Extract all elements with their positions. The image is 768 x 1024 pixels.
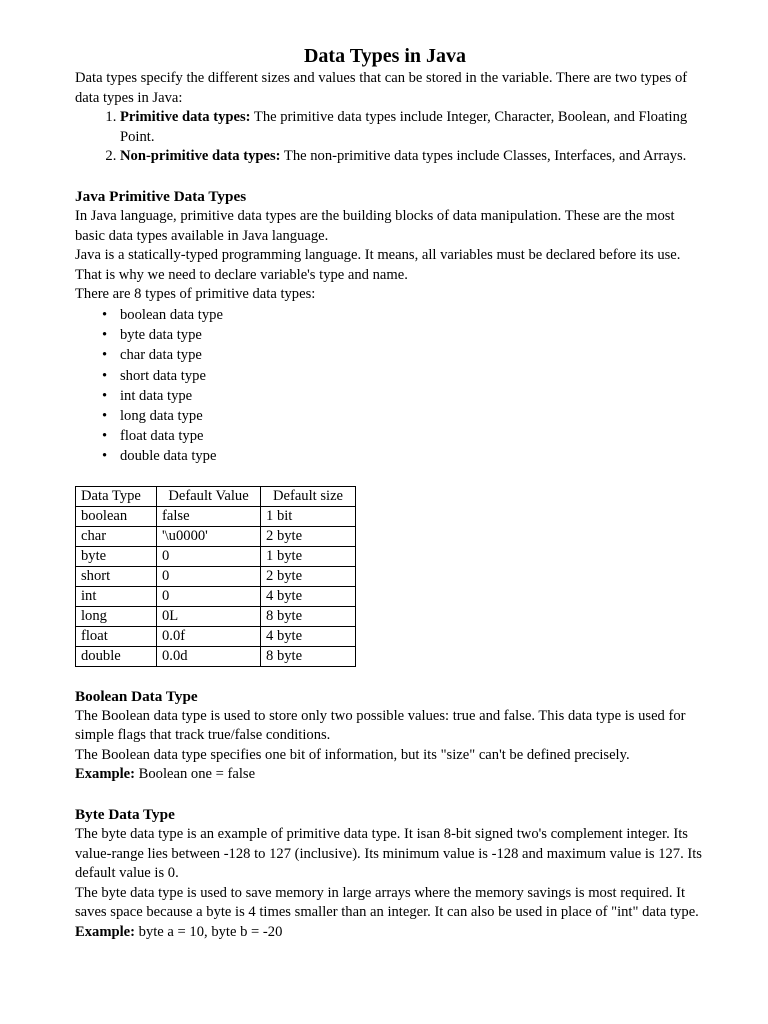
list-item-label: Primitive data types: [120, 109, 251, 126]
table-cell: float [76, 626, 157, 646]
table-cell: 1 byte [261, 546, 356, 566]
section-heading-primitive: Java Primitive Data Types [75, 187, 247, 205]
table-cell: 0 [157, 586, 261, 606]
table-header-cell: Data Type [76, 486, 157, 506]
section-heading-boolean: Boolean Data Type [75, 687, 198, 705]
table-row [76, 566, 356, 586]
primitive-types-list [75, 305, 705, 467]
bullet-icon: • [102, 407, 108, 424]
byte-example [75, 923, 705, 943]
list-item-text: boolean data type [120, 306, 223, 323]
table-cell: 8 byte [261, 606, 356, 626]
example-code: byte a = 10, byte b = -20 [135, 923, 283, 940]
table-header-cell: Default Value [157, 486, 261, 506]
list-item [102, 345, 705, 365]
list-item-text: The non-primitive data types include Classes, Interfaces, and Arrays. [280, 148, 687, 165]
document-content [75, 44, 705, 943]
table-cell: 0 [157, 546, 261, 566]
table-row [76, 586, 356, 606]
table-cell: short [76, 566, 157, 586]
list-item [120, 147, 705, 167]
table-cell: int [76, 586, 157, 606]
bullet-icon: • [102, 347, 108, 364]
bullet-icon: • [102, 428, 108, 445]
table-row [76, 526, 356, 546]
table-cell: 0.0f [157, 626, 261, 646]
table-cell: false [157, 506, 261, 526]
example-code: Boolean one = false [135, 766, 256, 783]
table-cell: 0 [157, 566, 261, 586]
table-cell: boolean [76, 506, 157, 526]
table-cell: double [76, 646, 157, 666]
list-item [102, 406, 705, 426]
table-row [76, 546, 356, 566]
table-cell: 1 bit [261, 506, 356, 526]
example-label: Example: [75, 923, 135, 940]
table-cell: 8 byte [261, 646, 356, 666]
table-cell: 2 byte [261, 566, 356, 586]
list-item-text: byte data type [120, 327, 202, 344]
primitive-paragraph-1: In Java language, primitive data types are the building blocks of data manipulation. These are the most basic data types available in Java language. [75, 207, 675, 244]
list-item-text: double data type [120, 448, 217, 465]
boolean-example [75, 765, 705, 785]
list-item [102, 325, 705, 345]
table-row [76, 626, 356, 646]
table-row [76, 646, 356, 666]
byte-paragraph-2: The byte data type is used to save memory in large arrays where the memory savings is most required. It saves space because a byte is 4 times smaller than an integer. It can also be used in place of "int" data type. [75, 884, 699, 921]
boolean-paragraph-1: The Boolean data type is used to store only two possible values: true and false. This data type is used for simple flags that track true/false conditions. [75, 707, 686, 744]
table-header-row [76, 486, 356, 506]
list-item-text: long data type [120, 407, 203, 424]
list-item-label: Non-primitive data types: [120, 148, 281, 165]
list-item [120, 108, 705, 147]
example-label: Example: [75, 766, 135, 783]
byte-paragraph-1: The byte data type is an example of primitive data type. It isan 8-bit signed two's complement integer. Its value-range lies between -128 to 127 (inclusive). Its minimum value is -128 and maximum value is 127. Its default value is 0. [75, 825, 702, 882]
table-row [76, 606, 356, 626]
list-item [102, 446, 705, 466]
page-title: Data Types in Java [303, 45, 467, 67]
list-item [102, 426, 705, 446]
table-cell: 4 byte [261, 586, 356, 606]
table-cell: char [76, 526, 157, 546]
list-item-text: float data type [120, 428, 204, 445]
section-heading-byte: Byte Data Type [75, 805, 175, 823]
list-item-text: char data type [120, 347, 202, 364]
list-item-text: The primitive data types include Integer, Character, Boolean, and Floating Point. [120, 109, 688, 145]
table-cell: 0L [157, 606, 261, 626]
bullet-icon: • [102, 327, 108, 344]
list-item-text: int data type [120, 387, 193, 404]
table-cell: 4 byte [261, 626, 356, 646]
table-cell: 2 byte [261, 526, 356, 546]
bullet-icon: • [102, 306, 108, 323]
table-cell: long [76, 606, 157, 626]
table-cell: 0.0d [157, 646, 261, 666]
list-item [102, 386, 705, 406]
data-types-table [75, 486, 356, 667]
list-item [102, 305, 705, 325]
table-row [76, 506, 356, 526]
table-header-cell: Default size [261, 486, 356, 506]
boolean-paragraph-2: The Boolean data type specifies one bit of information, but its "size" can't be defined precisely. [75, 746, 630, 763]
primitive-paragraph-2: Java is a statically-typed programming language. It means, all variables must be declared before its use. That is why we need to declare variable's type and name. [75, 247, 681, 283]
types-list [75, 108, 705, 167]
list-item [102, 366, 705, 386]
primitive-paragraph-3: There are 8 types of primitive data types: [75, 286, 316, 303]
bullet-icon: • [102, 448, 108, 465]
table-cell: '\u0000' [157, 526, 261, 546]
bullet-icon: • [102, 387, 108, 404]
bullet-icon: • [102, 367, 108, 384]
list-item-text: short data type [120, 367, 206, 384]
intro-paragraph: Data types specify the different sizes and values that can be stored in the variable. There are two types of data types in Java: [75, 70, 688, 106]
table-cell: byte [76, 546, 157, 566]
